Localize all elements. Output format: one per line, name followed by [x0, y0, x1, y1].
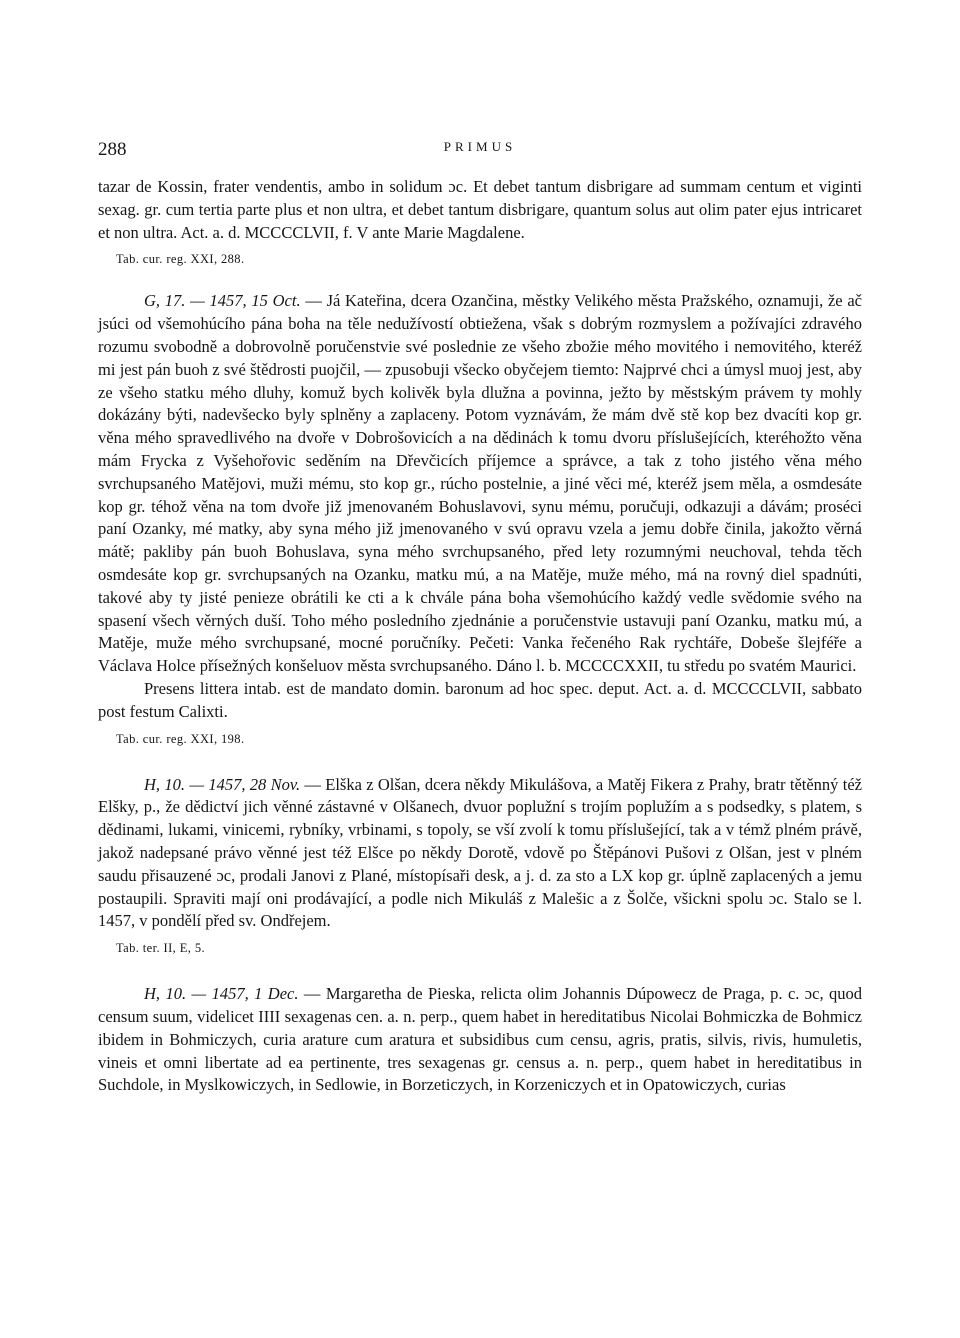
entry-text: — Margaretha de Pieska, relicta olim Johannis Dúpowecz de Praga, p. c. ɔc, quod censum suum, videlicet IIII sexagenas cen. a. n. perp., quem habet in hereditatibus Nicolai Bohmiczka de Bohmicz ibidem in Bohmiczych, curia arature cum aratura et subsidibus cum censu, agris, pratis, silvis, rivis, humuletis, vineis et omni libertate ad ea pertinente, tres sexagenas gr. census a. n. perp., quem habet in hereditatibus in Suchdole, in Myslkowiczych, in Sedlowie, in Borzeticzych, in Korzeniczych et in Opatowiczych, curias: [98, 984, 863, 1095]
entry-paragraph: [98, 774, 862, 934]
entry-text: — Já Kateřina, dcera Ozančina, městky Velikého města Pražského, oznamuji, že ač jsúci od všemohúcího pána boha na těle nedužívostí obtiežena, však s dobrým rozmyslem a požívajíci zdravého rozumu svobodně a dobrovolně poručenstvie své poslednie ze všeho zbožie mého movitého i nemovitého, kteréž mi jest pán buoh z své štědrosti puojčil, — zpusobuji všecko obyčejem tiemto: Najprvé chci a úmysl muoj jest, aby ze všeho statku mého dluhy, komuž bych kolivěk byla dlužna a povinna, ježto by městským právem ty mohly dokázány býti, nadevšecko byly splněny a zaplaceny. Potom vyznávám, že mám dvě stě kop bez dvacíti kop gr. věna mého spravedlivého na dvoře v Dobrošovicích a na dědinách k tomu dvoru příslušejících, kteréhožto věna mám Frycka z Vyšehořovic seděním na Dřevčicích příjemce a správce, a tak z toho jistého věna mého svrchupsaného Matějovi, muži mému, sto kop gr., rúcho postelnie, a jiné věci mé, kteréž jsem měla, a osmdesáte kop gr. téhož věna na tom dvoře již jmenovaném Bohuslavovi, synu mému, poručuji, odkazuji a dávám; proséci paní Ozanky, mé matky, aby syna mého již jmenovaného v svú opravu vzela a jemu dobře činila, jakožto věrná mátě; pakliby pán buoh Bohuslava, syna mého svrchupsaného, před lety rozumnými neuchoval, tehda těch osmdesáte kop gr. svrchupsaných na Ozanku, matku mú, a na Matěje, muže mého, má na rovný diel spadnúti, takové aby ty jisté penieze obrátili ke cti a k chvále pána boha všemohúcího každý vedle svědomie svého na spasení všech věrných duší. Toho mého posledního zjednánie a poručenstvie ustavuji paní Ozanku, matku mú, a Matěje, muže mého svrchupsané, mocné poručníky. Pečeti: Vanka řečeného Rak rychtáře, Dobeše šlejféře a Václava Holce přísežných konšeluov města svrchupsaného. Dáno l. b. MCCCCXXII, tu středu po svatém Maurici.: [98, 291, 862, 676]
entry-date: H, 10. — 1457, 1 Dec.: [144, 984, 299, 1004]
page-header: [98, 135, 862, 161]
entry-date: G, 17. — 1457, 15 Oct.: [144, 291, 301, 311]
entry-text: — Elška z Olšan, dcera někdy Mikulášova, a Matěj Fikera z Prahy, bratr tětěnný též Elšky, p., že dědictví jich věnné zástavné v Olšanech, dvuor poplužní s trojím poplužím a s podsedky, s platem, s dědinami, lukami, vinicemi, rybníky, vrbinami, s topoly, se vší zvolí k tomu příslušející, tak a v témž plném právě, jakož nadepsané právo věnné jest též Elšce po někdy Dorotě, vdově po Štěpánovi Pušovi z Olšan, jest v plném saudu přisauzené ɔc, prodali Janovi z Plané, místopísaři desk, a j. d. za sto a LX kop gr. úplně zaplacených a jemu postaupili. Spraviti mají oni prodávající, a podle nich Mikuláš z Malešic a z Šolče, všickni spolu ɔc. Stalo se l. 1457, v pondělí před sv. Ondřejem.: [98, 774, 862, 931]
intabulation-note: Presens littera intab. est de mandato domin. baronum ad hoc spec. deput. Act. a. d. MCCCCLVII, sabbato post festum Calixti.: [98, 678, 862, 721]
entry-text: tazar de Kossin, frater vendentis, ambo in solidum ɔc. Et debet tantum disbrigare ad summam centum et viginti sexag. gr. cum tertia parte plus et non ultra, et debet tantum disbrigare, quantum solus aut olim pater ejus intricaret et non ultra. Act. a. d. MCCCCLVII, f. V ante Marie Magdalene.: [98, 177, 862, 242]
running-title: PRIMUS: [443, 139, 517, 154]
entry-paragraph: [98, 983, 862, 1097]
source-citation: Tab. ter. II, E, 5.: [116, 941, 205, 956]
page-number: 288: [98, 139, 127, 160]
source-citation: Tab. cur. reg. XXI, 198.: [116, 731, 245, 746]
entry-date: H, 10. — 1457, 28 Nov.: [144, 774, 301, 794]
entry-paragraph: [98, 290, 862, 678]
document-page: [98, 135, 862, 1097]
source-citation: Tab. cur. reg. XXI, 288.: [116, 252, 245, 267]
